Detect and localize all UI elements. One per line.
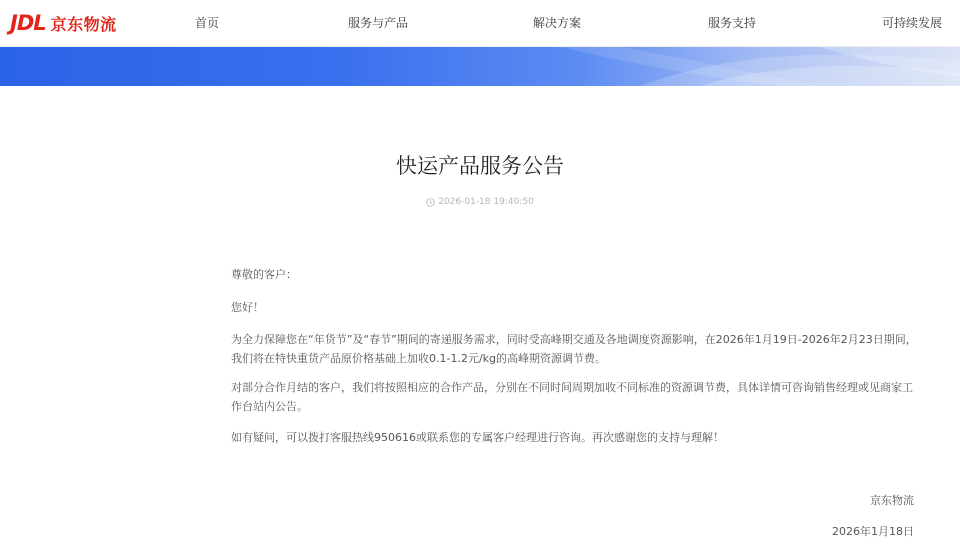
publish-datetime <box>0 197 960 207</box>
clock-icon <box>426 198 435 207</box>
nav-item-services-products[interactable]: 服务与产品 <box>348 16 409 30</box>
nav-item-solutions[interactable]: 解决方案 <box>533 16 582 30</box>
notice-paragraph-3: 如有疑问，可以拨打客服热线950616或联系您的专属客户经理进行咨询。再次感谢您的支持与理解！ <box>231 431 724 444</box>
logo-mark: JDL <box>10 11 46 35</box>
nav-item-sustainability[interactable]: 可持续发展 <box>882 16 943 30</box>
notice-paragraph-1: 为全力保障您在“年货节”及“春节”期间的寄递服务需求，同时受高峰期交通及各地调度资源影响，在2026年1月19日-2026年2月23日期间，我们将在特快重货产品原价格基础上加收0.1-1.2元/kg的高峰期资源调节费。 <box>231 333 917 365</box>
greeting: 尊敬的客户： <box>231 268 297 281</box>
logo-text: 京东物流 <box>50 14 117 34</box>
jdl-logo[interactable] <box>10 10 117 36</box>
nav-item-service-support[interactable]: 服务支持 <box>708 16 757 30</box>
hello: 您好！ <box>231 301 264 314</box>
nav-item-home[interactable]: 首页 <box>195 16 220 30</box>
banner-decoration <box>0 47 960 86</box>
notice-paragraph-2: 对部分合作月结的客户，我们将按照相应的合作产品，分别在不同时间周期加收不同标准的资源调节费，具体详情可咨询销售经理或见商家工作台站内公告。 <box>231 381 913 413</box>
header-banner <box>0 47 960 86</box>
publish-datetime-text: 2026-01-18 19:40:50 <box>438 197 534 207</box>
signature: 京东物流 <box>870 494 914 507</box>
sign-date: 2026年1月18日 <box>832 525 914 538</box>
top-navigation-bar <box>0 0 960 47</box>
article-title: 快运产品服务公告 <box>396 154 564 178</box>
